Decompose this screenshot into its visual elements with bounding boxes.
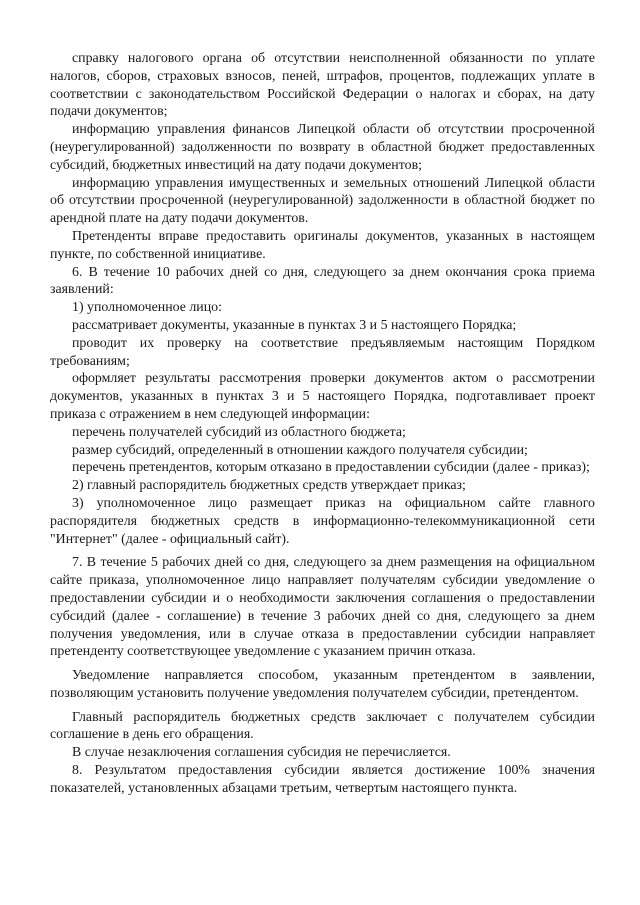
paragraph-reviews-documents: рассматривает документы, указанные в пунктах 3 и 5 настоящего Порядка; bbox=[72, 317, 517, 333]
paragraph-subsidy-amount: размер субсидий, определенный в отношении каждого получателя субсидии; bbox=[72, 442, 528, 458]
paragraph-item-6: 6. В течение 10 рабочих дней со дня, следующего за днем окончания срока приема заявлений: bbox=[50, 264, 595, 298]
paragraph-notification-method: Уведомление направляется способом, указанным претендентом в заявлении, позволяющим установить получение уведомления получателем субсидии, претендентом. bbox=[50, 668, 595, 701]
paragraph-authorized-person: 1) уполномоченное лицо: bbox=[72, 300, 222, 316]
paragraph-originals: Претенденты вправе предоставить оригиналы документов, указанных в настоящем пункте, по собственной инициативе. bbox=[50, 228, 595, 262]
paragraph-item-7: 7. В течение 5 рабочих дней со дня, следующего за днем размещения на официальном сайте приказа, уполномоченное лицо направляет получателям субсидии уведомление о предоставлении субсидии и о необходимости заключения соглашения о предоставлении субсидий (далее - соглашение) в течение 3 рабочих дней со дня, следующего за днем получения уведомления, или в случае отказа в предоставлении субсидии направляет претенденту соответствующее уведомление с указанием причин отказа. bbox=[50, 555, 595, 660]
paragraph-property-info: информацию управления имущественных и земельных отношений Липецкой области об отсутствии просроченной (неурегулированной) задолженности в областной бюджет по арендной плате на дату подачи документов. bbox=[50, 175, 595, 227]
paragraph-formalizes-results: оформляет результаты рассмотрения проверки документов актом о рассмотрении документов, указанных в пунктах 3 и 5 настоящего Порядка, подготавливает проект приказа с отражением в нем следующей информации: bbox=[50, 371, 595, 422]
paragraph-refused-applicants: перечень претендентов, которым отказано в предоставлении субсидии (далее - приказ); bbox=[72, 460, 590, 476]
paragraph-finance-info: информацию управления финансов Липецкой области об отсутствии просроченной (неурегулированной) задолженности по возврату в областной бюджет предоставленных субсидий, бюджетных инвестиций на дату подачи документов; bbox=[50, 122, 595, 173]
document-page bbox=[50, 50, 595, 798]
paragraph-approves-order: 2) главный распорядитель бюджетных средств утверждает приказ; bbox=[72, 478, 466, 494]
paragraph-checks-compliance: проводит их проверку на соответствие предъявляемым настоящим Порядком требованиям; bbox=[50, 335, 595, 369]
paragraph-no-transfer: В случае незаключения соглашения субсидия не перечисляется. bbox=[72, 745, 451, 761]
paragraph-list-recipients: перечень получателей субсидий из областного бюджета; bbox=[72, 424, 406, 440]
paragraph-tax-certificate: справку налогового органа об отсутствии неисполненной обязанности по уплате налогов, сборов, страховых взносов, пеней, штрафов, процентов, подлежащих уплате в соответствии с законодательством Российской Федерации о налогах и сборах, на дату подачи документов; bbox=[50, 51, 595, 120]
paragraph-publishes-order: 3) уполномоченное лицо размещает приказ на официальном сайте главного распорядителя бюджетных средств в информационно-телекоммуникационной сети "Интернет" (далее - официальный сайт). bbox=[50, 495, 595, 547]
paragraph-agreement-signing: Главный распорядитель бюджетных средств заключает с получателем субсидии соглашение в день его обращения. bbox=[50, 709, 595, 743]
paragraph-item-8: 8. Результатом предоставления субсидии является достижение 100% значения показателей, установленных абзацами третьим, четвертым настоящего пункта. bbox=[50, 763, 595, 796]
